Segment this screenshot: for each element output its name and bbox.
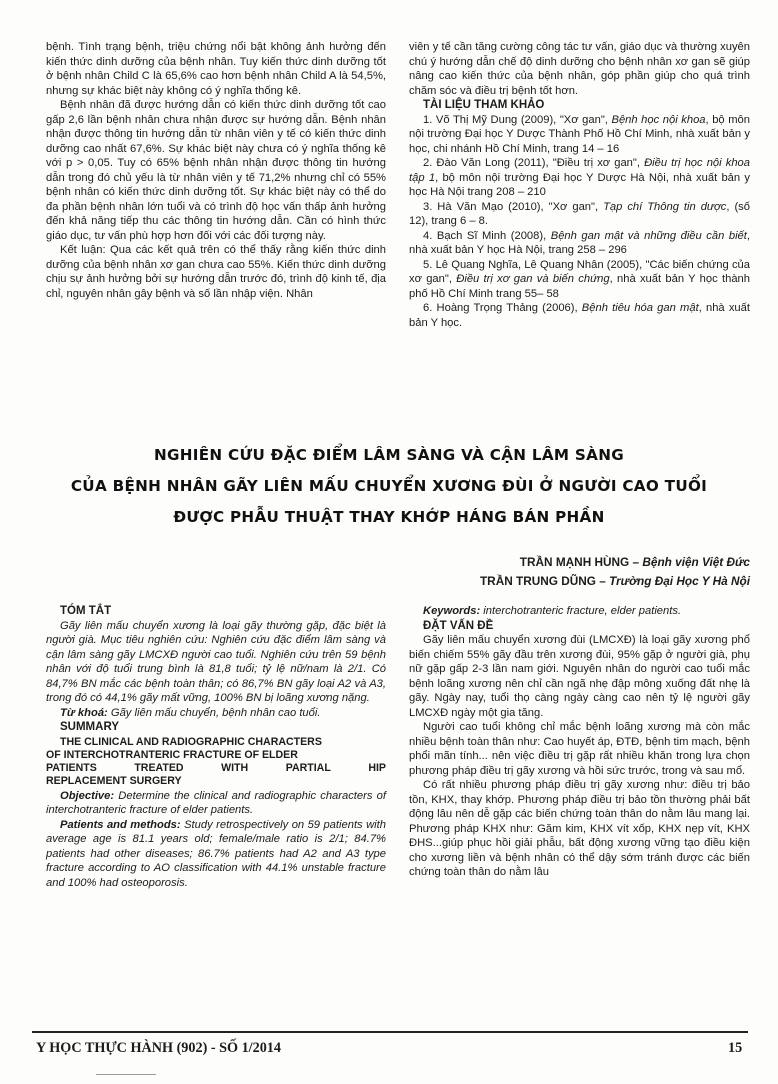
reference-text: , bộ môn nội trường Đại học Y Dược Hà Nội, nhà xuất bản y học Hà Nội trang 208 – 210 — [409, 171, 750, 198]
methods-label: Patients and methods: — [60, 818, 181, 831]
reference-item — [409, 113, 750, 157]
objective-label: Objective: — [60, 789, 115, 802]
author-name: TRẦN TRUNG DŨNG — [479, 574, 596, 588]
reference-source: Điều trị xơ gan và biến chứng — [456, 273, 610, 285]
keywords-vi — [46, 706, 386, 721]
keywords-text: Gãy liên mấu chuyển, bệnh nhân cao tuổi. — [107, 706, 321, 719]
summary-title-word: PATIENTS — [46, 761, 97, 774]
paragraph: Gãy liên mấu chuyển xương đùi (LMCXĐ) là loại gãy xương phổ biến chiếm 55% gãy đầu trên xương đùi, 95% gặp ở người già, phụ nữ gặp gấp 2-3 lần nam giới. Nguyên nhân do người cao tuổi mắc bệnh loãng xương nên chỉ cần ngã nhẹ đập mông xuống đất nhẹ là gãy. Ngày nay, tuổi thọ càng ngày càng cao nên tỷ lệ người gãy LMCXĐ ngày một gia tăng. — [409, 634, 750, 719]
abstract-column — [46, 604, 386, 890]
reference-text: , bộ môn nội trường Đại học Y Dược Thành Phố Hồ Chí Minh, nhà xuất bản y học, chi nhánh Hồ Chí Minh, trang 14 – 16 — [409, 113, 750, 155]
author-separator: – — [595, 574, 610, 588]
paragraph: Bệnh nhân đã được hướng dẫn có kiến thức dinh dưỡng tốt cao gấp 2,6 lần bệnh nhân chưa nhận được sự hướng dẫn. Bệnh nhân nhận được thông tin hướng dẫn từ nhân viên y tế có kiến thức dinh dưỡng cao nhất 67,6%. Sự khác biệt này chưa có ý nghĩa thống kê với p > 0,05. Tuy có 65% bệnh nhân nhận được thông tin hướng dẫn trong đó chủ yếu là từ nhân viên y tế 71,2% nhưng chỉ có 55% bệnh nhân có kiến thức dinh dưỡng tốt. Sự khác biệt này có thể do đa phần bệnh nhân lớn tuổi và có trình độ học vấn thấp ảnh hưởng đến khả năng tiếp thu các thông tin hướng dẫn. Cần có hình thức giáo dục, tư vấn phù hợp hơn đối với các đối tượng này. — [46, 99, 386, 242]
keywords-en — [409, 604, 750, 619]
references-heading: TÀI LIỆU THAM KHẢO — [423, 99, 545, 111]
top-right-column — [409, 40, 750, 330]
reference-item — [409, 156, 750, 200]
title-line: NGHIÊN CỨU ĐẶC ĐIỂM LÂM SÀNG VÀ CẬN LÂM SÀNG — [154, 446, 624, 464]
journal-name: Y HỌC THỰC HÀNH (902) - SỐ 1/2014 — [36, 1040, 281, 1056]
reference-text: , nhà xuất bản Y học Hà Nội, trang 258 – 296 — [409, 229, 750, 256]
reference-text: 4. Bạch Sĩ Minh (2008), — [423, 229, 551, 242]
authors — [480, 553, 750, 591]
introduction-heading: ĐẶT VẤN ĐỀ — [423, 619, 494, 632]
footer-rule — [32, 1031, 748, 1033]
article-title — [40, 440, 738, 533]
paragraph: Người cao tuổi không chỉ mắc bệnh loãng xương mà còn mắc nhiều bệnh toàn thân như: Cao huyết áp, ĐTĐ, bệnh tim mạch, bệnh phổi mãn tính... nên việc điều trị gặp rất nhiều khăn trong lựa chọn phương pháp điều trị gãy xương và hồi sức trước, trong và sau mổ. — [409, 721, 750, 777]
author-name: TRẦN MẠNH HÙNG — [519, 555, 630, 569]
author-separator: – — [629, 555, 643, 569]
summary-heading: SUMMARY — [60, 721, 119, 733]
reference-item — [409, 229, 750, 258]
reference-text: 5. Lê Quang Nghĩa, Lê Quang Nhân (2005), "Các biến chứng của xơ gan", — [409, 258, 750, 285]
objective-paragraph — [46, 789, 386, 818]
summary-title — [46, 736, 386, 788]
summary-title-line: THE CLINICAL AND RADIOGRAPHIC CHARACTERS — [60, 735, 322, 748]
summary-title-word: WITH — [221, 761, 249, 774]
paragraph: Kết luận: Qua các kết quả trên có thể thấy rằng kiến thức dinh dưỡng của bệnh nhân xơ gan chưa cao 55%. Kiến thức dinh dưỡng chịu sự ảnh hưởng bởi sự hướng dẫn trước đó, trình độ kinh tế, địa chỉ, nguyên nhân gây bệnh và số lần nhập viện. Nhân — [46, 244, 386, 300]
abstract-heading: TÓM TẮT — [60, 605, 112, 617]
keywords-label: Keywords: — [423, 605, 481, 617]
reference-source: Bệnh gan mật và những điều cần biết — [550, 229, 747, 242]
reference-text: , nhà xuất bản Y học thành phố Hồ Chí Minh trang 55– 58 — [409, 273, 750, 300]
paragraph: Có rất nhiều phương pháp điều trị gãy xương như: điều trị bảo tồn, KHX, thay khớp. Phương pháp điều trị bảo tồn thường phải bất động lâu nên dễ gặp các biến chứng toàn thân do nằm lâu mang lại. Phương pháp KHX như: Găm kim, KHX vít xốp, KHX nẹp vít, KHX ĐHS...giúp phục hồi giải phẫu, bất động xương vững tạo điều kiện cho xương liền và bệnh nhân có thể dậy sớm tránh được các biến chứng toàn thân do nằm lâu — [409, 779, 750, 878]
summary-title-line — [46, 762, 386, 775]
reference-text: 2. Đào Văn Long (2011), "Điều trị xơ gan", — [423, 157, 645, 169]
reference-item — [409, 200, 750, 229]
paragraph: viên y tế cần tăng cường công tác tư vấn, giáo dục và thường xuyên chú ý hướng dẫn chế độ dinh dưỡng cho bệnh nhân xơ gan sẽ giúp nâng cao kiến thức của bệnh nhân, góp phần giúp cho quá trình chăm sóc và điều trị bệnh tốt hơn. — [409, 41, 750, 97]
reference-source: Điều trị học nội khoa tập 1 — [409, 157, 750, 184]
summary-title-line: REPLACEMENT SURGERY — [46, 774, 182, 787]
summary-title-word: TREATED — [134, 761, 184, 774]
reference-item — [409, 258, 750, 302]
reference-source: Tạp chí Thông tin dược — [603, 200, 727, 213]
introduction-column — [409, 604, 750, 880]
reference-text: 6. Hoàng Trọng Thảng (2006), — [423, 302, 582, 314]
title-line: CỦA BỆNH NHÂN GÃY LIÊN MẤU CHUYỂN XƯƠNG ĐÙI Ở NGƯỜI CAO TUỔI — [70, 477, 708, 495]
top-left-column — [46, 40, 386, 301]
reference-text: 3. Hà Văn Mạo (2010), "Xơ gan", — [423, 200, 604, 213]
reference-source: Bệnh học nội khoa — [611, 113, 706, 126]
reference-text: , nhà xuất bản Y học. — [409, 302, 750, 329]
page-number: 15 — [728, 1040, 743, 1056]
author-line — [480, 553, 750, 572]
title-line: ĐƯỢC PHẪU THUẬT THAY KHỚP HÁNG BÁN PHẦN — [173, 508, 605, 526]
author-line — [480, 572, 750, 591]
abstract-text: Gãy liên mấu chuyển xương là loại gãy thường gặp, đặc biệt là người già. Mục tiêu nghiên cứu: Nghiên cứu đặc điểm lâm sàng và cận lâm sàng gãy LMCXĐ người cao tuổi. Nghiên cứu trên 59 bệnh nhân với độ tuổi trung bình là 81,8 tuổi; tỷ lệ nữ/nam là 2/1. Có 84,7% BN mắc các bệnh toàn thân; có 86,7% BN gãy loại A2 và A3, trong đó có 44,1% gãy mất vững, 100% BN bị loãng xương nặng. — [46, 619, 386, 704]
methods-text: Study retrospectively on 59 patients with average age is 81.1 years old; female/male ratio is 2/1; 84.7% patients had other diseases; 86.7% patients had A2 and A3 type fracture according to AO classification with 44.1% unstable fracture and 100% had osteoporosis. — [46, 818, 386, 889]
methods-paragraph — [46, 818, 386, 891]
summary-title-word: HIP — [368, 761, 386, 774]
summary-title-line: OF INTERCHOTRANTERIC FRACTURE OF ELDER — [46, 748, 298, 761]
author-affiliation: Trường Đại Học Y Hà Nội — [609, 574, 750, 588]
reference-text: , (số 12), trang 6 – 8. — [409, 200, 750, 227]
keywords-label: Từ khoá: — [60, 706, 108, 719]
paragraph: bệnh. Tình trạng bệnh, triệu chứng nổi bật không ảnh hưởng đến kiến thức dinh dưỡng của bệnh nhân. Tuy kiến thức dinh dưỡng tốt ở bệnh nhân Child C là 65,6% cao hơn bệnh nhân Child A là 54,5%, nhưng sự khác biệt này không có ý nghĩa thống kê. — [46, 41, 386, 97]
reference-source: Bệnh tiêu hóa gan mật — [581, 302, 699, 314]
reference-item — [409, 301, 750, 330]
scan-mark — [96, 1074, 156, 1075]
objective-text: Determine the clinical and radiographic characters of interchotranteric fracture of elder patients. — [46, 789, 386, 816]
keywords-text: interchotranteric fracture, elder patients. — [480, 605, 682, 617]
summary-title-word: PARTIAL — [285, 761, 331, 774]
reference-text: 1. Võ Thị Mỹ Dung (2009), "Xơ gan", — [423, 113, 612, 126]
author-affiliation: Bệnh viện Việt Đức — [642, 555, 750, 569]
